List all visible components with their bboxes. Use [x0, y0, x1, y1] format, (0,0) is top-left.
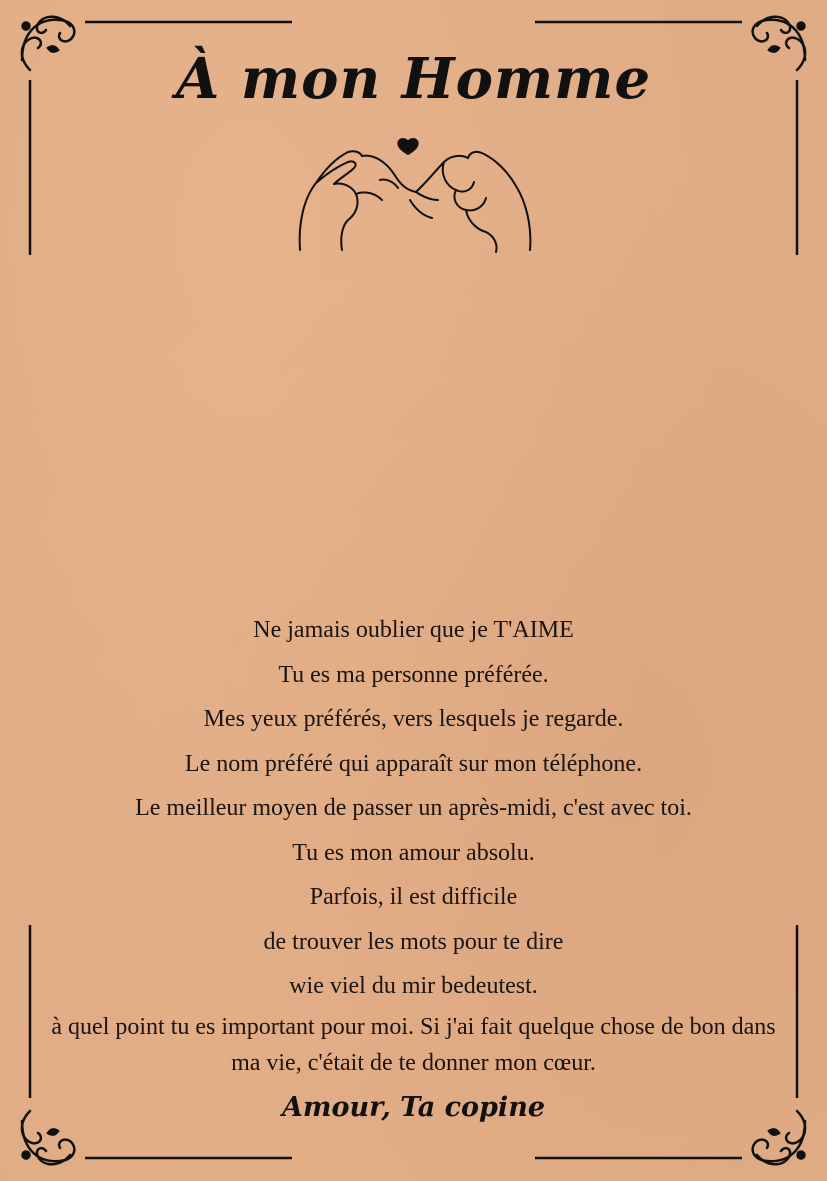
letter-line: Parfois, il est difficile [309, 884, 518, 910]
letter-line: Le meilleur moyen de passer un après-midi, c'est avec toi. [135, 795, 692, 821]
letter-line: Le nom préféré qui apparaît sur mon téléphone. [184, 750, 643, 777]
card-title: À mon Homme [175, 46, 652, 112]
letter-line: Ne jamais oublier que je T'AIME [253, 617, 574, 643]
signature: Amour, Ta copine [281, 1092, 545, 1123]
letter-line: Tu es mon amour absolu. [292, 839, 535, 866]
letter-line: de trouver les mots pour te dire [263, 928, 564, 955]
closing-paragraph: à quel point tu es important pour moi. Si j'ai fait quelque chose de bon dans ma vie, c'était de te donner mon cœur. [51, 1013, 776, 1076]
letter-line: Tu es ma personne préférée. [278, 661, 549, 688]
pinky-promise-hands-icon [290, 128, 540, 258]
letter-line: Mes yeux préférés, vers lesquels je regarde. [203, 706, 624, 732]
love-letter-text [40, 608, 787, 1081]
heart-icon [398, 139, 417, 154]
letter-line: wie viel du mir bedeutest. [289, 973, 538, 999]
